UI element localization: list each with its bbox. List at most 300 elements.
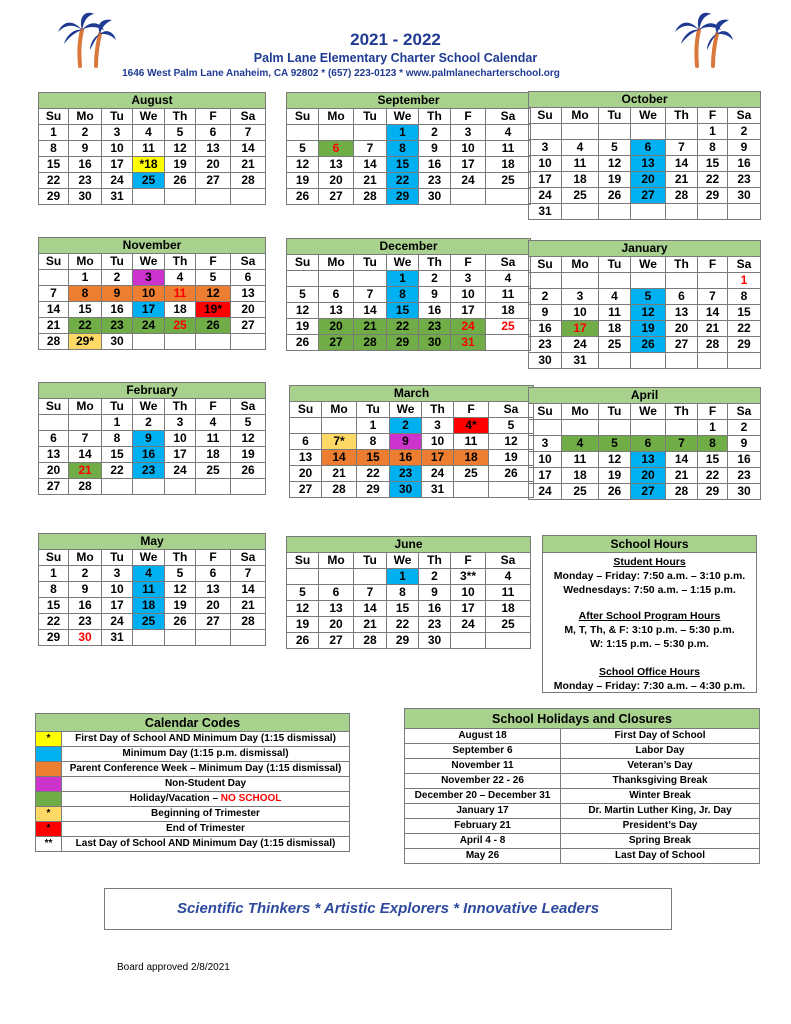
day-cell xyxy=(354,271,387,287)
student-hours-heading: Student Hours xyxy=(613,556,686,568)
day-cell: 26 xyxy=(599,188,631,204)
weekday-header: Th xyxy=(666,404,698,420)
day-cell: 15 xyxy=(69,302,102,318)
day-cell: 16 xyxy=(69,157,102,173)
day-cell: 9 xyxy=(529,305,562,321)
day-cell: 22 xyxy=(728,321,761,337)
day-cell: 16 xyxy=(728,452,761,468)
day-cell: 10 xyxy=(165,431,196,447)
day-cell: 10 xyxy=(529,156,562,172)
day-cell: 6 xyxy=(666,289,698,305)
day-cell xyxy=(451,189,486,205)
day-cell: 9 xyxy=(728,140,761,156)
day-cell: 22 xyxy=(387,617,419,633)
day-cell xyxy=(666,124,698,140)
day-cell: 4 xyxy=(196,415,231,431)
day-cell: 18 xyxy=(486,303,531,319)
day-cell: 25 xyxy=(165,318,196,334)
weekday-header: F xyxy=(454,402,489,418)
holidays-table xyxy=(404,708,760,864)
holidays-title: School Holidays and Closures xyxy=(405,709,760,729)
legend-label xyxy=(62,837,350,852)
week-row xyxy=(529,452,761,468)
day-cell: 18 xyxy=(486,157,531,173)
holiday-row xyxy=(405,744,760,759)
week-row xyxy=(529,468,761,484)
holiday-date: April 4 - 8 xyxy=(405,834,561,849)
day-cell: 1 xyxy=(387,271,419,287)
weekday-header: Tu xyxy=(599,108,631,124)
weekday-header: Mo xyxy=(319,553,354,569)
day-cell: 29 xyxy=(387,335,419,351)
day-cell: 28 xyxy=(39,334,69,350)
day-cell: 2 xyxy=(419,271,451,287)
day-cell: 17 xyxy=(451,303,486,319)
day-cell: 15 xyxy=(728,305,761,321)
student-hours-line: Monday – Friday: 7:50 a.m. – 3:10 p.m. xyxy=(553,570,746,582)
day-cell: 11 xyxy=(454,434,489,450)
week-row xyxy=(287,173,531,189)
day-cell: 27 xyxy=(631,188,666,204)
weekday-header: Th xyxy=(165,399,196,415)
week-row xyxy=(39,270,266,286)
day-cell xyxy=(486,633,531,649)
day-cell: 11 xyxy=(562,156,599,172)
week-row xyxy=(39,286,266,302)
day-cell: 16 xyxy=(69,598,102,614)
day-cell xyxy=(231,189,266,205)
day-cell: 13 xyxy=(319,157,354,173)
day-cell xyxy=(287,569,319,585)
day-cell: 26 xyxy=(287,189,319,205)
day-cell xyxy=(562,420,599,436)
day-cell xyxy=(319,125,354,141)
day-cell: 3 xyxy=(422,418,454,434)
day-cell: 18 xyxy=(196,447,231,463)
week-row xyxy=(529,321,761,337)
weekday-header: Sa xyxy=(728,404,761,420)
day-cell: 19* xyxy=(196,302,231,318)
week-row xyxy=(290,418,534,434)
day-cell: 20 xyxy=(290,466,322,482)
day-cell: 23 xyxy=(728,172,761,188)
weekday-header: We xyxy=(387,109,419,125)
day-cell: 17 xyxy=(102,157,133,173)
day-cell xyxy=(562,273,599,289)
day-cell: 28 xyxy=(354,189,387,205)
day-cell xyxy=(451,633,486,649)
holiday-name: Veteran’s Day xyxy=(561,759,760,774)
legend-swatch: ** xyxy=(36,837,62,852)
month-october xyxy=(528,91,761,220)
day-cell: 20 xyxy=(631,468,666,484)
weekday-header: Tu xyxy=(102,550,133,566)
day-cell xyxy=(599,353,631,369)
day-cell: 28 xyxy=(322,482,357,498)
month-september xyxy=(286,92,531,205)
day-cell: 17 xyxy=(529,468,562,484)
day-cell xyxy=(728,353,761,369)
day-cell: 20 xyxy=(319,617,354,633)
weekday-header: Sa xyxy=(231,109,266,125)
day-cell: 29 xyxy=(728,337,761,353)
legend-swatch xyxy=(36,762,62,777)
day-cell: 21 xyxy=(69,463,102,479)
day-cell: 31 xyxy=(451,335,486,351)
day-cell: 24 xyxy=(133,318,165,334)
day-cell: 3 xyxy=(133,270,165,286)
day-cell: 26 xyxy=(165,614,196,630)
day-cell: 23 xyxy=(419,173,451,189)
day-cell: 10 xyxy=(102,582,133,598)
holiday-date: February 21 xyxy=(405,819,561,834)
day-cell: 17 xyxy=(102,598,133,614)
day-cell: 8 xyxy=(39,582,69,598)
day-cell: 15 xyxy=(357,450,390,466)
day-cell: 16 xyxy=(390,450,422,466)
legend-label xyxy=(62,807,350,822)
school-hours-title: School Hours xyxy=(543,536,756,553)
holiday-name: Thanksgiving Break xyxy=(561,774,760,789)
day-cell: 9 xyxy=(102,286,133,302)
weekday-header: We xyxy=(390,402,422,418)
day-cell: 9 xyxy=(728,436,761,452)
week-row xyxy=(529,337,761,353)
day-cell: 14 xyxy=(231,582,266,598)
day-cell xyxy=(631,124,666,140)
day-cell: 30 xyxy=(419,335,451,351)
weekday-header: Tu xyxy=(354,109,387,125)
day-cell: 19 xyxy=(165,157,196,173)
legend-swatch: * xyxy=(36,822,62,837)
day-cell: 5 xyxy=(231,415,266,431)
week-row xyxy=(287,287,531,303)
day-cell: 26 xyxy=(231,463,266,479)
day-cell: 14 xyxy=(354,303,387,319)
day-cell xyxy=(290,418,322,434)
day-cell: 31 xyxy=(102,630,133,646)
holiday-name: Spring Break xyxy=(561,834,760,849)
day-cell xyxy=(287,125,319,141)
holiday-date: November 11 xyxy=(405,759,561,774)
weekday-header: Su xyxy=(39,550,69,566)
day-cell: 1 xyxy=(387,569,419,585)
legend-label xyxy=(62,822,350,837)
week-row xyxy=(290,466,534,482)
day-cell: 25 xyxy=(562,484,599,500)
day-cell: 12 xyxy=(196,286,231,302)
day-cell xyxy=(529,273,562,289)
month-april xyxy=(528,387,761,500)
day-cell: 28 xyxy=(354,335,387,351)
day-cell: 13 xyxy=(196,582,231,598)
week-row xyxy=(290,434,534,450)
day-cell: 30 xyxy=(69,189,102,205)
day-cell: 16 xyxy=(529,321,562,337)
holiday-name: President’s Day xyxy=(561,819,760,834)
day-cell: 30 xyxy=(419,189,451,205)
week-row xyxy=(529,156,761,172)
weekday-header: Su xyxy=(290,402,322,418)
day-cell: 1 xyxy=(357,418,390,434)
month-name: October xyxy=(529,92,761,108)
week-row xyxy=(529,436,761,452)
day-cell: 3 xyxy=(102,125,133,141)
weekday-header: Sa xyxy=(486,109,531,125)
day-cell: 16 xyxy=(728,156,761,172)
day-cell: 18 xyxy=(165,302,196,318)
day-cell: 25 xyxy=(133,614,165,630)
day-cell: 20 xyxy=(666,321,698,337)
week-row xyxy=(287,585,531,601)
day-cell xyxy=(631,353,666,369)
day-cell: 20 xyxy=(319,173,354,189)
day-cell: 6 xyxy=(631,140,666,156)
day-cell xyxy=(486,335,531,351)
week-row xyxy=(287,617,531,633)
holiday-row xyxy=(405,849,760,864)
holiday-date: August 18 xyxy=(405,729,561,744)
weekday-header: We xyxy=(631,404,666,420)
day-cell: 21 xyxy=(231,157,266,173)
day-cell: 11 xyxy=(486,585,531,601)
day-cell: 16 xyxy=(133,447,165,463)
day-cell xyxy=(728,204,761,220)
day-cell: 31 xyxy=(422,482,454,498)
legend-label-text: Non-Student Day xyxy=(164,778,247,789)
day-cell xyxy=(319,569,354,585)
week-row xyxy=(290,482,534,498)
weekday-header: Sa xyxy=(728,257,761,273)
day-cell: 21 xyxy=(322,466,357,482)
day-cell: 26 xyxy=(489,466,534,482)
day-cell: 29 xyxy=(387,633,419,649)
week-row xyxy=(287,271,531,287)
day-cell: 4 xyxy=(165,270,196,286)
day-cell: 13 xyxy=(319,303,354,319)
week-row xyxy=(287,601,531,617)
day-cell: 20 xyxy=(39,463,69,479)
week-row xyxy=(287,319,531,335)
day-cell: 14 xyxy=(666,452,698,468)
day-cell: 24 xyxy=(451,617,486,633)
day-cell: 27 xyxy=(196,173,231,189)
weekday-header: Mo xyxy=(69,399,102,415)
day-cell: 10 xyxy=(133,286,165,302)
day-cell xyxy=(165,334,196,350)
month-december xyxy=(286,238,531,351)
weekday-header: Mo xyxy=(69,109,102,125)
day-cell: 9 xyxy=(419,287,451,303)
weekday-header: Su xyxy=(287,553,319,569)
day-cell: 12 xyxy=(287,157,319,173)
day-cell: 29 xyxy=(698,188,728,204)
day-cell: 3 xyxy=(451,271,486,287)
day-cell: 13 xyxy=(631,156,666,172)
holiday-date: December 20 – December 31 xyxy=(405,789,561,804)
day-cell xyxy=(133,334,165,350)
month-june xyxy=(286,536,531,649)
day-cell xyxy=(196,189,231,205)
day-cell: 23 xyxy=(69,173,102,189)
day-cell: 30 xyxy=(419,633,451,649)
legend-label-text: Parent Conference Week – Minimum Day (1:15 dismissal) xyxy=(69,763,342,774)
week-row xyxy=(287,633,531,649)
day-cell: 27 xyxy=(319,189,354,205)
weekday-header: Mo xyxy=(319,255,354,271)
day-cell xyxy=(69,415,102,431)
day-cell: 30 xyxy=(529,353,562,369)
day-cell: 14 xyxy=(39,302,69,318)
month-name: March xyxy=(290,386,534,402)
day-cell: 7 xyxy=(666,140,698,156)
day-cell: 29 xyxy=(39,630,69,646)
day-cell xyxy=(631,420,666,436)
day-cell: 11 xyxy=(486,141,531,157)
day-cell: 29* xyxy=(69,334,102,350)
day-cell: 1 xyxy=(102,415,133,431)
day-cell: 17 xyxy=(422,450,454,466)
week-row xyxy=(287,125,531,141)
day-cell: 23 xyxy=(102,318,133,334)
day-cell: 3 xyxy=(529,436,562,452)
day-cell xyxy=(354,125,387,141)
day-cell: 8 xyxy=(102,431,133,447)
weekday-header: Mo xyxy=(562,404,599,420)
holiday-row xyxy=(405,804,760,819)
day-cell: 25 xyxy=(562,188,599,204)
day-cell xyxy=(486,189,531,205)
day-cell: 24 xyxy=(529,188,562,204)
day-cell: 25 xyxy=(133,173,165,189)
school-hours-box xyxy=(542,535,757,693)
week-row xyxy=(529,273,761,289)
day-cell: 15 xyxy=(698,156,728,172)
day-cell xyxy=(231,630,266,646)
holiday-row xyxy=(405,759,760,774)
day-cell xyxy=(631,204,666,220)
week-row xyxy=(39,614,266,630)
day-cell: 24 xyxy=(102,173,133,189)
day-cell: 24 xyxy=(451,173,486,189)
day-cell xyxy=(231,334,266,350)
week-row xyxy=(39,302,266,318)
day-cell: 9 xyxy=(419,141,451,157)
legend-label xyxy=(62,747,350,762)
day-cell: 23 xyxy=(419,617,451,633)
day-cell: 10 xyxy=(422,434,454,450)
day-cell: 7 xyxy=(354,585,387,601)
legend-row xyxy=(36,837,350,852)
day-cell xyxy=(489,482,534,498)
day-cell: 18 xyxy=(562,172,599,188)
week-row xyxy=(529,305,761,321)
day-cell: 13 xyxy=(631,452,666,468)
day-cell: 14 xyxy=(354,157,387,173)
weekday-header: F xyxy=(451,553,486,569)
day-cell: 15 xyxy=(387,157,419,173)
day-cell: 19 xyxy=(599,172,631,188)
month-march xyxy=(289,385,534,498)
day-cell xyxy=(231,479,266,495)
day-cell: 19 xyxy=(287,173,319,189)
day-cell: 5 xyxy=(287,141,319,157)
day-cell: 4 xyxy=(133,566,165,582)
day-cell: 31 xyxy=(102,189,133,205)
day-cell: 5 xyxy=(599,140,631,156)
day-cell: 24 xyxy=(102,614,133,630)
day-cell: 24 xyxy=(529,484,562,500)
holiday-date: May 26 xyxy=(405,849,561,864)
week-row xyxy=(39,598,266,614)
day-cell: 10 xyxy=(451,585,486,601)
school-name: Palm Lane Elementary Charter School Calendar xyxy=(253,51,538,65)
day-cell: 23 xyxy=(529,337,562,353)
week-row xyxy=(39,125,266,141)
day-cell xyxy=(698,273,728,289)
day-cell: 3 xyxy=(529,140,562,156)
day-cell: 26 xyxy=(165,173,196,189)
calendar-codes-title: Calendar Codes xyxy=(36,714,350,732)
week-row xyxy=(39,431,266,447)
day-cell: 27 xyxy=(631,484,666,500)
day-cell: 1 xyxy=(39,566,69,582)
day-cell: 15 xyxy=(102,447,133,463)
day-cell: 10 xyxy=(451,287,486,303)
week-row xyxy=(529,420,761,436)
day-cell: 22 xyxy=(357,466,390,482)
day-cell: 21 xyxy=(698,321,728,337)
day-cell: 8 xyxy=(387,585,419,601)
day-cell: 15 xyxy=(698,452,728,468)
month-name: September xyxy=(287,93,531,109)
day-cell: 8 xyxy=(387,141,419,157)
day-cell: 6 xyxy=(196,125,231,141)
legend-swatch: * xyxy=(36,807,62,822)
weekday-header: Tu xyxy=(599,404,631,420)
weekday-header: We xyxy=(133,550,165,566)
day-cell: 17 xyxy=(165,447,196,463)
day-cell xyxy=(165,479,196,495)
day-cell: 7 xyxy=(231,125,266,141)
day-cell: 9 xyxy=(390,434,422,450)
week-row xyxy=(287,569,531,585)
day-cell: 20 xyxy=(196,598,231,614)
day-cell xyxy=(322,418,357,434)
weekday-header: Su xyxy=(39,109,69,125)
day-cell: 5 xyxy=(165,566,196,582)
holiday-date: November 22 - 26 xyxy=(405,774,561,789)
day-cell: 26 xyxy=(196,318,231,334)
day-cell: 9 xyxy=(419,585,451,601)
holiday-row xyxy=(405,774,760,789)
week-row xyxy=(287,335,531,351)
day-cell xyxy=(698,353,728,369)
day-cell: 7 xyxy=(354,287,387,303)
day-cell: 20 xyxy=(319,319,354,335)
day-cell: 31 xyxy=(529,204,562,220)
week-row xyxy=(529,124,761,140)
weekday-header: Th xyxy=(422,402,454,418)
day-cell: 5 xyxy=(165,125,196,141)
week-row xyxy=(290,450,534,466)
weekday-header: Th xyxy=(419,255,451,271)
legend-row xyxy=(36,822,350,837)
holiday-name: Dr. Martin Luther King, Jr. Day xyxy=(561,804,760,819)
weekday-header: Th xyxy=(666,108,698,124)
day-cell: 2 xyxy=(419,125,451,141)
day-cell: 12 xyxy=(631,305,666,321)
